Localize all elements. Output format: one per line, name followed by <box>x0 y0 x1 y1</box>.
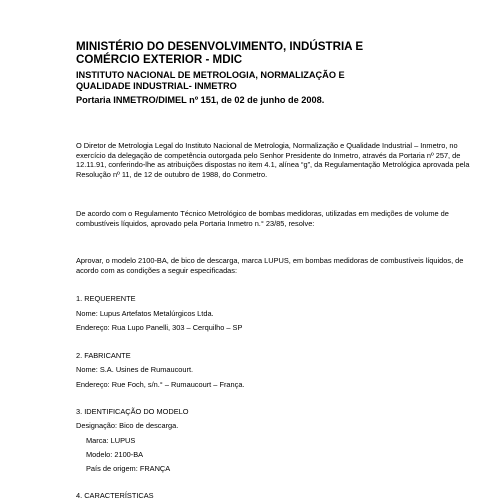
modelo-modelo: Modelo: 2100-BA <box>86 450 144 459</box>
section-fabricante-title: 2. FABRICANTE <box>76 351 131 360</box>
modelo-designacao: Designação: Bico de descarga. <box>76 421 179 430</box>
requerente-nome: Nome: Lupus Artefatos Metalúrgicos Ltda. <box>76 309 214 318</box>
ministry-title-line1: MINISTÉRIO DO DESENVOLVIMENTO, INDÚSTRIA E <box>76 40 364 53</box>
section-modelo-title: 3. IDENTIFICAÇÃO DO MODELO <box>76 407 189 416</box>
fabricante-nome: Nome: S.A. Usines de Rumaucourt. <box>76 365 194 374</box>
section-requerente-title: 1. REQUERENTE <box>76 294 136 303</box>
requerente-endereco: Endereço: Rua Lupo Panelli, 303 – Cerquilho – SP <box>76 323 243 332</box>
document-header <box>76 40 476 106</box>
modelo-marca: Marca: LUPUS <box>86 436 136 445</box>
institute-title <box>76 70 476 92</box>
approve-paragraph: Aprovar, o modelo 2100-BA, de bico de descarga, marca LUPUS, em bombas medidoras de combustíveis líquidos, de acordo com as condições a seguir especificadas: <box>76 256 464 275</box>
portaria-title: Portaria INMETRO/DIMEL nº 151, de 02 de junho de 2008. <box>76 95 325 105</box>
institute-title-line2: QUALIDADE INDUSTRIAL- INMETRO <box>76 81 237 91</box>
modelo-pais: País de origem: FRANÇA <box>86 464 171 473</box>
accordance-paragraph: De acordo com o Regulamento Técnico Metrológico de bombas medidoras, utilizadas em medições de volume de combustíveis líquidos, aprovado pela Portaria Inmetro n.° 23/85, resolve: <box>76 209 449 228</box>
ministry-title-line2: COMÉRCIO EXTERIOR - MDIC <box>76 53 243 66</box>
intro-paragraph: O Diretor de Metrologia Legal do Instituto Nacional de Metrologia, Normalização e Qualidade Industrial – Inmetro, no exercício da delegação de competência outorgada pelo Senhor Presidente do Inmetro, através da Portaria nº 257, de 12.11.91, conferindo-lhe as atribuições dispostas no item 4.1, alínea “g”, da Regulamentação Metrológica aprovada pela Resolução nº 11, de 12 de outubro de 1988, do Conmetro. <box>76 141 470 179</box>
section-caracteristicas-title: 4. CARACTERÍSTICAS <box>76 491 154 500</box>
institute-title-line1: INSTITUTO NACIONAL DE METROLOGIA, NORMALIZAÇÃO E <box>76 70 345 80</box>
fabricante-endereco: Endereço: Rue Foch, s/n.° – Rumaucourt – França. <box>76 380 245 389</box>
ministry-title <box>76 40 476 66</box>
